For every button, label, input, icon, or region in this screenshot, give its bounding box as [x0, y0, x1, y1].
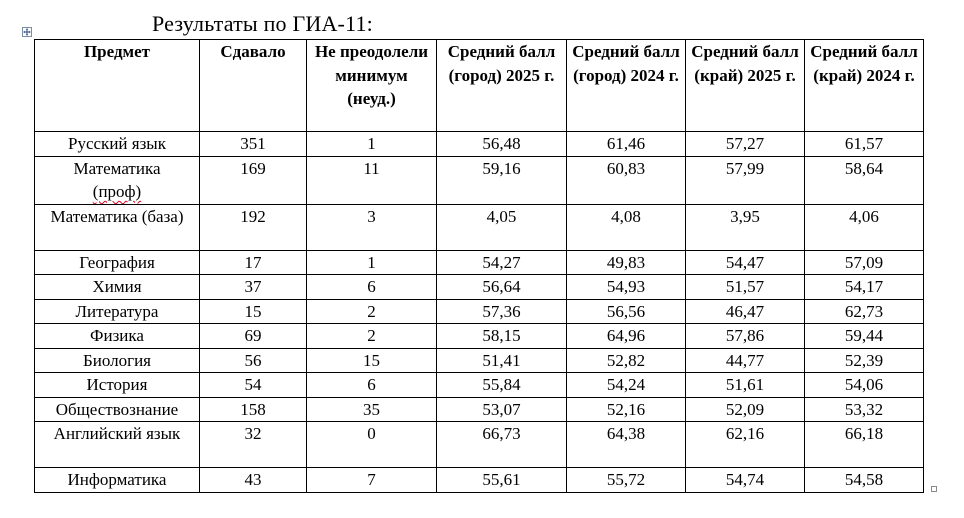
- header-region-2024: Средний балл (край) 2024 г.: [805, 40, 924, 132]
- cell-failed: 6: [307, 275, 437, 300]
- cell-region-2024: 57,09: [805, 250, 924, 275]
- cell-subject: Английский язык: [35, 422, 200, 468]
- cell-region-2025: 57,27: [686, 132, 805, 157]
- cell-failed: 6: [307, 373, 437, 398]
- header-subject: Предмет: [35, 40, 200, 132]
- cell-region-2025: 57,86: [686, 324, 805, 349]
- cell-subject: Химия: [35, 275, 200, 300]
- cell-subject: [35, 156, 200, 204]
- cell-took: 54: [200, 373, 307, 398]
- cell-took: 15: [200, 299, 307, 324]
- cell-took: 69: [200, 324, 307, 349]
- cell-took: 169: [200, 156, 307, 204]
- cell-region-2024: 59,44: [805, 324, 924, 349]
- cell-region-2025: 57,99: [686, 156, 805, 204]
- cell-subject: История: [35, 373, 200, 398]
- table-resize-handle[interactable]: [931, 486, 937, 492]
- cell-city-2024: 64,96: [567, 324, 686, 349]
- cell-city-2024: 52,16: [567, 397, 686, 422]
- table-row: [35, 397, 924, 422]
- cell-failed: 0: [307, 422, 437, 468]
- results-table: [34, 39, 924, 493]
- cell-region-2025: 51,61: [686, 373, 805, 398]
- table-header-row: [35, 40, 924, 132]
- table-row: [35, 373, 924, 398]
- cell-subject: Информатика: [35, 468, 200, 493]
- cell-region-2025: 44,77: [686, 348, 805, 373]
- cell-failed: 1: [307, 250, 437, 275]
- cell-failed: 11: [307, 156, 437, 204]
- cell-region-2024: 52,39: [805, 348, 924, 373]
- cell-region-2025: 3,95: [686, 204, 805, 250]
- cell-city-2024: 56,56: [567, 299, 686, 324]
- cell-region-2025: 54,74: [686, 468, 805, 493]
- cell-subject: География: [35, 250, 200, 275]
- cell-city-2024: 49,83: [567, 250, 686, 275]
- cell-took: 17: [200, 250, 307, 275]
- cell-city-2024: 52,82: [567, 348, 686, 373]
- cell-region-2025: 52,09: [686, 397, 805, 422]
- cell-region-2024: 61,57: [805, 132, 924, 157]
- cell-city-2024: 64,38: [567, 422, 686, 468]
- cell-city-2025: 57,36: [437, 299, 567, 324]
- cell-city-2025: 54,27: [437, 250, 567, 275]
- subject-text: Математика: [73, 158, 161, 178]
- cell-city-2025: 53,07: [437, 397, 567, 422]
- table-row: [35, 132, 924, 157]
- table-row: [35, 250, 924, 275]
- cell-failed: 15: [307, 348, 437, 373]
- cell-subject: Обществознание: [35, 397, 200, 422]
- cell-subject: Литература: [35, 299, 200, 324]
- cell-failed: 35: [307, 397, 437, 422]
- cell-took: 56: [200, 348, 307, 373]
- cell-region-2024: 54,17: [805, 275, 924, 300]
- cell-city-2025: 4,05: [437, 204, 567, 250]
- cell-city-2024: 60,83: [567, 156, 686, 204]
- cell-city-2025: 56,64: [437, 275, 567, 300]
- cell-subject: Физика: [35, 324, 200, 349]
- table-row: [35, 204, 924, 250]
- cell-failed: 7: [307, 468, 437, 493]
- table-row: [35, 324, 924, 349]
- table-row: [35, 422, 924, 468]
- table-row: [35, 348, 924, 373]
- header-region-2025: Средний балл (край) 2025 г.: [686, 40, 805, 132]
- table-row: [35, 275, 924, 300]
- cell-region-2025: 54,47: [686, 250, 805, 275]
- cell-took: 32: [200, 422, 307, 468]
- cell-city-2024: 55,72: [567, 468, 686, 493]
- cell-city-2025: 56,48: [437, 132, 567, 157]
- cell-took: 192: [200, 204, 307, 250]
- cell-region-2024: 66,18: [805, 422, 924, 468]
- cell-region-2025: 62,16: [686, 422, 805, 468]
- cell-region-2025: 46,47: [686, 299, 805, 324]
- table-row: [35, 468, 924, 493]
- cell-took: 351: [200, 132, 307, 157]
- cell-city-2025: 55,84: [437, 373, 567, 398]
- subject-note: (проф): [92, 182, 142, 201]
- cell-failed: 3: [307, 204, 437, 250]
- cell-region-2024: 54,58: [805, 468, 924, 493]
- cell-subject: Биология: [35, 348, 200, 373]
- cell-region-2024: 54,06: [805, 373, 924, 398]
- cell-city-2025: 59,16: [437, 156, 567, 204]
- cell-took: 37: [200, 275, 307, 300]
- header-city-2025: Средний балл (город) 2025 г.: [437, 40, 567, 132]
- table-move-handle-icon[interactable]: [22, 27, 32, 37]
- cell-city-2024: 4,08: [567, 204, 686, 250]
- cell-city-2024: 61,46: [567, 132, 686, 157]
- cell-region-2025: 51,57: [686, 275, 805, 300]
- header-failed: Не преодолели минимум (неуд.): [307, 40, 437, 132]
- cell-subject: Математика (база): [35, 204, 200, 250]
- cell-city-2025: 51,41: [437, 348, 567, 373]
- cell-region-2024: 4,06: [805, 204, 924, 250]
- cell-subject: Русский язык: [35, 132, 200, 157]
- cell-took: 43: [200, 468, 307, 493]
- cell-city-2024: 54,93: [567, 275, 686, 300]
- cell-region-2024: 58,64: [805, 156, 924, 204]
- cell-city-2024: 54,24: [567, 373, 686, 398]
- cell-region-2024: 62,73: [805, 299, 924, 324]
- cell-failed: 1: [307, 132, 437, 157]
- table-row: [35, 299, 924, 324]
- cell-region-2024: 53,32: [805, 397, 924, 422]
- cell-failed: 2: [307, 324, 437, 349]
- header-city-2024: Средний балл (город) 2024 г.: [567, 40, 686, 132]
- cell-city-2025: 55,61: [437, 468, 567, 493]
- table-row: [35, 156, 924, 204]
- document-title: Результаты по ГИА-11:: [152, 11, 373, 36]
- cell-city-2025: 58,15: [437, 324, 567, 349]
- cell-city-2025: 66,73: [437, 422, 567, 468]
- header-took: Сдавало: [200, 40, 307, 132]
- cell-failed: 2: [307, 299, 437, 324]
- cell-took: 158: [200, 397, 307, 422]
